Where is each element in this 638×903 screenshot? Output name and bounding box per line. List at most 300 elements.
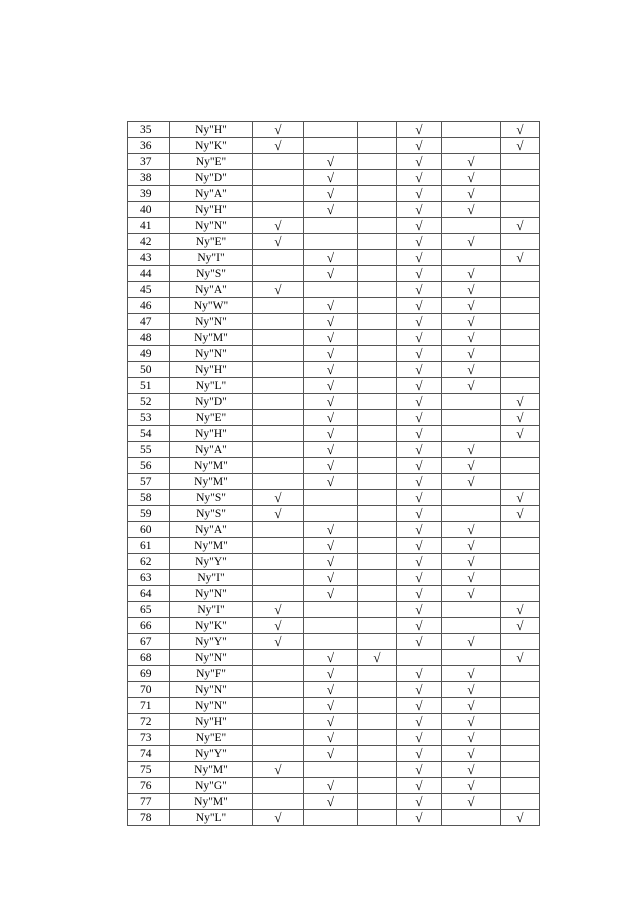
row-number: 59 bbox=[128, 506, 170, 522]
check-cell-6 bbox=[501, 538, 540, 554]
row-number: 62 bbox=[128, 554, 170, 570]
check-cell-6 bbox=[501, 234, 540, 250]
row-number: 50 bbox=[128, 362, 170, 378]
respondent-code: Ny"E" bbox=[170, 730, 253, 746]
check-cell-3 bbox=[358, 218, 397, 234]
check-cell-1: √ bbox=[253, 618, 304, 634]
check-cell-1 bbox=[253, 666, 304, 682]
check-cell-6 bbox=[501, 330, 540, 346]
table-row bbox=[128, 522, 540, 538]
check-cell-5: √ bbox=[442, 362, 501, 378]
check-cell-4: √ bbox=[397, 698, 442, 714]
check-cell-6 bbox=[501, 202, 540, 218]
table-row bbox=[128, 218, 540, 234]
check-cell-3 bbox=[358, 506, 397, 522]
row-number: 40 bbox=[128, 202, 170, 218]
check-cell-4: √ bbox=[397, 634, 442, 650]
check-cell-5: √ bbox=[442, 730, 501, 746]
check-cell-6: √ bbox=[501, 250, 540, 266]
check-cell-1 bbox=[253, 266, 304, 282]
row-number: 68 bbox=[128, 650, 170, 666]
check-cell-4: √ bbox=[397, 458, 442, 474]
check-cell-4: √ bbox=[397, 586, 442, 602]
table-row bbox=[128, 618, 540, 634]
respondent-code: Ny"H" bbox=[170, 202, 253, 218]
check-cell-2 bbox=[304, 634, 358, 650]
respondent-code: Ny"M" bbox=[170, 330, 253, 346]
check-cell-4: √ bbox=[397, 234, 442, 250]
check-cell-5: √ bbox=[442, 314, 501, 330]
check-cell-5: √ bbox=[442, 234, 501, 250]
row-number: 64 bbox=[128, 586, 170, 602]
check-cell-1: √ bbox=[253, 506, 304, 522]
check-cell-6 bbox=[501, 794, 540, 810]
check-cell-1 bbox=[253, 314, 304, 330]
row-number: 51 bbox=[128, 378, 170, 394]
check-cell-4: √ bbox=[397, 378, 442, 394]
check-cell-3 bbox=[358, 538, 397, 554]
check-cell-1 bbox=[253, 154, 304, 170]
check-cell-4: √ bbox=[397, 618, 442, 634]
check-cell-1 bbox=[253, 250, 304, 266]
respondent-code: Ny"K" bbox=[170, 618, 253, 634]
check-cell-3 bbox=[358, 330, 397, 346]
check-cell-6 bbox=[501, 282, 540, 298]
check-cell-1 bbox=[253, 778, 304, 794]
check-cell-5 bbox=[442, 810, 501, 826]
check-cell-4: √ bbox=[397, 554, 442, 570]
check-cell-2: √ bbox=[304, 442, 358, 458]
check-cell-3 bbox=[358, 378, 397, 394]
check-cell-4: √ bbox=[397, 122, 442, 138]
check-cell-5 bbox=[442, 250, 501, 266]
check-cell-5: √ bbox=[442, 778, 501, 794]
check-cell-6 bbox=[501, 554, 540, 570]
row-number: 63 bbox=[128, 570, 170, 586]
check-cell-6 bbox=[501, 458, 540, 474]
check-cell-2: √ bbox=[304, 554, 358, 570]
check-cell-4: √ bbox=[397, 186, 442, 202]
check-cell-3 bbox=[358, 362, 397, 378]
check-cell-4 bbox=[397, 650, 442, 666]
check-cell-4: √ bbox=[397, 250, 442, 266]
check-cell-3 bbox=[358, 394, 397, 410]
check-cell-3 bbox=[358, 570, 397, 586]
respondent-code: Ny"D" bbox=[170, 394, 253, 410]
check-cell-3 bbox=[358, 474, 397, 490]
check-cell-3 bbox=[358, 314, 397, 330]
check-cell-4: √ bbox=[397, 794, 442, 810]
check-cell-2 bbox=[304, 602, 358, 618]
respondent-code: Ny"H" bbox=[170, 122, 253, 138]
table-row bbox=[128, 122, 540, 138]
check-cell-4: √ bbox=[397, 490, 442, 506]
check-cell-4: √ bbox=[397, 426, 442, 442]
check-cell-2 bbox=[304, 490, 358, 506]
check-cell-2: √ bbox=[304, 330, 358, 346]
check-cell-2 bbox=[304, 122, 358, 138]
check-cell-4: √ bbox=[397, 362, 442, 378]
check-cell-5 bbox=[442, 490, 501, 506]
check-cell-6 bbox=[501, 266, 540, 282]
check-cell-1 bbox=[253, 330, 304, 346]
row-number: 60 bbox=[128, 522, 170, 538]
check-cell-4: √ bbox=[397, 570, 442, 586]
check-cell-3 bbox=[358, 682, 397, 698]
row-number: 45 bbox=[128, 282, 170, 298]
check-cell-3 bbox=[358, 618, 397, 634]
check-cell-5: √ bbox=[442, 186, 501, 202]
check-cell-6 bbox=[501, 314, 540, 330]
respondent-code: Ny"N" bbox=[170, 218, 253, 234]
row-number: 36 bbox=[128, 138, 170, 154]
check-cell-1: √ bbox=[253, 282, 304, 298]
table-row bbox=[128, 234, 540, 250]
respondent-code: Ny"S" bbox=[170, 266, 253, 282]
check-cell-2: √ bbox=[304, 586, 358, 602]
check-cell-4: √ bbox=[397, 202, 442, 218]
respondent-code: Ny"H" bbox=[170, 426, 253, 442]
check-cell-6: √ bbox=[501, 506, 540, 522]
check-cell-3 bbox=[358, 138, 397, 154]
check-cell-2 bbox=[304, 618, 358, 634]
table-row bbox=[128, 378, 540, 394]
check-cell-5: √ bbox=[442, 154, 501, 170]
check-cell-2: √ bbox=[304, 746, 358, 762]
table-row bbox=[128, 698, 540, 714]
check-cell-3 bbox=[358, 602, 397, 618]
check-cell-5: √ bbox=[442, 378, 501, 394]
check-cell-5 bbox=[442, 394, 501, 410]
respondent-code: Ny"N" bbox=[170, 314, 253, 330]
respondent-code: Ny"S" bbox=[170, 506, 253, 522]
check-cell-5: √ bbox=[442, 586, 501, 602]
check-cell-4: √ bbox=[397, 506, 442, 522]
check-cell-1: √ bbox=[253, 490, 304, 506]
check-cell-5: √ bbox=[442, 666, 501, 682]
check-cell-1 bbox=[253, 202, 304, 218]
check-cell-4: √ bbox=[397, 282, 442, 298]
check-cell-5: √ bbox=[442, 282, 501, 298]
row-number: 48 bbox=[128, 330, 170, 346]
check-cell-1 bbox=[253, 794, 304, 810]
check-cell-1 bbox=[253, 730, 304, 746]
check-cell-1 bbox=[253, 474, 304, 490]
row-number: 39 bbox=[128, 186, 170, 202]
check-cell-1 bbox=[253, 570, 304, 586]
check-cell-3 bbox=[358, 586, 397, 602]
respondent-code: Ny"A" bbox=[170, 442, 253, 458]
check-cell-2: √ bbox=[304, 186, 358, 202]
table-row bbox=[128, 538, 540, 554]
check-cell-6 bbox=[501, 474, 540, 490]
check-cell-6: √ bbox=[501, 394, 540, 410]
check-cell-4: √ bbox=[397, 666, 442, 682]
respondent-code: Ny"E" bbox=[170, 410, 253, 426]
respondent-code: Ny"K" bbox=[170, 138, 253, 154]
check-cell-4: √ bbox=[397, 730, 442, 746]
check-cell-1: √ bbox=[253, 810, 304, 826]
check-cell-5: √ bbox=[442, 538, 501, 554]
check-cell-5: √ bbox=[442, 554, 501, 570]
check-cell-1: √ bbox=[253, 122, 304, 138]
check-cell-2: √ bbox=[304, 778, 358, 794]
table-row bbox=[128, 282, 540, 298]
check-cell-2: √ bbox=[304, 538, 358, 554]
check-cell-2: √ bbox=[304, 298, 358, 314]
row-number: 65 bbox=[128, 602, 170, 618]
row-number: 41 bbox=[128, 218, 170, 234]
check-cell-5: √ bbox=[442, 794, 501, 810]
row-number: 54 bbox=[128, 426, 170, 442]
row-number: 75 bbox=[128, 762, 170, 778]
table-row bbox=[128, 442, 540, 458]
row-number: 67 bbox=[128, 634, 170, 650]
check-cell-1: √ bbox=[253, 234, 304, 250]
check-cell-3 bbox=[358, 698, 397, 714]
check-cell-5: √ bbox=[442, 202, 501, 218]
table-row bbox=[128, 298, 540, 314]
check-cell-5: √ bbox=[442, 442, 501, 458]
respondent-code: Ny"N" bbox=[170, 346, 253, 362]
check-cell-4: √ bbox=[397, 810, 442, 826]
respondent-code: Ny"A" bbox=[170, 282, 253, 298]
check-cell-1 bbox=[253, 378, 304, 394]
check-cell-1 bbox=[253, 554, 304, 570]
check-cell-3 bbox=[358, 666, 397, 682]
table-row bbox=[128, 810, 540, 826]
check-cell-4: √ bbox=[397, 298, 442, 314]
row-number: 73 bbox=[128, 730, 170, 746]
respondent-code: Ny"H" bbox=[170, 362, 253, 378]
respondent-code: Ny"Y" bbox=[170, 554, 253, 570]
row-number: 49 bbox=[128, 346, 170, 362]
row-number: 46 bbox=[128, 298, 170, 314]
respondent-code: Ny"A" bbox=[170, 522, 253, 538]
respondent-code: Ny"E" bbox=[170, 234, 253, 250]
check-cell-6 bbox=[501, 714, 540, 730]
table-row bbox=[128, 458, 540, 474]
table-row bbox=[128, 490, 540, 506]
check-cell-3 bbox=[358, 714, 397, 730]
respondent-code: Ny"N" bbox=[170, 650, 253, 666]
row-number: 52 bbox=[128, 394, 170, 410]
respondent-code: Ny"I" bbox=[170, 570, 253, 586]
table-row bbox=[128, 410, 540, 426]
check-cell-2: √ bbox=[304, 570, 358, 586]
check-cell-5 bbox=[442, 218, 501, 234]
check-cell-5: √ bbox=[442, 682, 501, 698]
row-number: 74 bbox=[128, 746, 170, 762]
check-cell-2: √ bbox=[304, 202, 358, 218]
table-row bbox=[128, 138, 540, 154]
check-cell-3 bbox=[358, 554, 397, 570]
table-row bbox=[128, 170, 540, 186]
check-cell-6 bbox=[501, 378, 540, 394]
row-number: 70 bbox=[128, 682, 170, 698]
check-cell-2: √ bbox=[304, 426, 358, 442]
check-cell-5: √ bbox=[442, 458, 501, 474]
check-cell-6 bbox=[501, 346, 540, 362]
check-cell-3: √ bbox=[358, 650, 397, 666]
check-cell-5: √ bbox=[442, 346, 501, 362]
row-number: 44 bbox=[128, 266, 170, 282]
check-cell-1: √ bbox=[253, 218, 304, 234]
table-row bbox=[128, 714, 540, 730]
check-cell-1 bbox=[253, 186, 304, 202]
check-cell-4: √ bbox=[397, 474, 442, 490]
check-cell-3 bbox=[358, 458, 397, 474]
respondent-code: Ny"D" bbox=[170, 170, 253, 186]
check-cell-6 bbox=[501, 522, 540, 538]
check-cell-1 bbox=[253, 298, 304, 314]
check-cell-1 bbox=[253, 362, 304, 378]
check-cell-5 bbox=[442, 410, 501, 426]
check-cell-4: √ bbox=[397, 266, 442, 282]
check-cell-5: √ bbox=[442, 762, 501, 778]
check-cell-6: √ bbox=[501, 122, 540, 138]
respondent-code: Ny"W" bbox=[170, 298, 253, 314]
check-cell-1 bbox=[253, 682, 304, 698]
check-cell-4: √ bbox=[397, 762, 442, 778]
check-cell-3 bbox=[358, 346, 397, 362]
table-row bbox=[128, 602, 540, 618]
table-body bbox=[128, 122, 540, 826]
table-row bbox=[128, 314, 540, 330]
check-cell-3 bbox=[358, 442, 397, 458]
check-cell-2: √ bbox=[304, 378, 358, 394]
table-row bbox=[128, 330, 540, 346]
check-cell-4: √ bbox=[397, 778, 442, 794]
respondent-code: Ny"N" bbox=[170, 682, 253, 698]
check-cell-1 bbox=[253, 714, 304, 730]
check-cell-6 bbox=[501, 634, 540, 650]
check-cell-4: √ bbox=[397, 522, 442, 538]
check-cell-3 bbox=[358, 778, 397, 794]
row-number: 55 bbox=[128, 442, 170, 458]
check-cell-2: √ bbox=[304, 458, 358, 474]
check-cell-3 bbox=[358, 298, 397, 314]
check-cell-6 bbox=[501, 154, 540, 170]
check-cell-6 bbox=[501, 762, 540, 778]
table-row bbox=[128, 474, 540, 490]
check-cell-4: √ bbox=[397, 154, 442, 170]
check-cell-6: √ bbox=[501, 410, 540, 426]
check-cell-4: √ bbox=[397, 218, 442, 234]
row-number: 61 bbox=[128, 538, 170, 554]
table-row bbox=[128, 634, 540, 650]
check-cell-5: √ bbox=[442, 330, 501, 346]
check-cell-2: √ bbox=[304, 714, 358, 730]
check-cell-4: √ bbox=[397, 714, 442, 730]
respondent-code: Ny"N" bbox=[170, 698, 253, 714]
check-cell-3 bbox=[358, 234, 397, 250]
check-cell-5 bbox=[442, 138, 501, 154]
check-cell-2: √ bbox=[304, 394, 358, 410]
check-cell-2 bbox=[304, 810, 358, 826]
check-cell-5: √ bbox=[442, 474, 501, 490]
check-cell-6: √ bbox=[501, 138, 540, 154]
check-cell-4: √ bbox=[397, 442, 442, 458]
check-cell-4: √ bbox=[397, 346, 442, 362]
row-number: 42 bbox=[128, 234, 170, 250]
check-cell-2: √ bbox=[304, 698, 358, 714]
respondent-code: Ny"M" bbox=[170, 762, 253, 778]
check-cell-6 bbox=[501, 298, 540, 314]
check-cell-3 bbox=[358, 154, 397, 170]
check-cell-3 bbox=[358, 794, 397, 810]
check-cell-3 bbox=[358, 186, 397, 202]
check-cell-5: √ bbox=[442, 266, 501, 282]
table-row bbox=[128, 746, 540, 762]
table-row bbox=[128, 250, 540, 266]
table-row bbox=[128, 346, 540, 362]
check-cell-1: √ bbox=[253, 602, 304, 618]
check-cell-4: √ bbox=[397, 602, 442, 618]
check-cell-1 bbox=[253, 442, 304, 458]
check-cell-2: √ bbox=[304, 170, 358, 186]
check-cell-5: √ bbox=[442, 714, 501, 730]
check-cell-1 bbox=[253, 170, 304, 186]
check-cell-5 bbox=[442, 122, 501, 138]
check-cell-4: √ bbox=[397, 410, 442, 426]
check-cell-1 bbox=[253, 346, 304, 362]
table-row bbox=[128, 794, 540, 810]
check-cell-2: √ bbox=[304, 362, 358, 378]
row-number: 53 bbox=[128, 410, 170, 426]
check-cell-2: √ bbox=[304, 666, 358, 682]
check-cell-3 bbox=[358, 202, 397, 218]
check-cell-1 bbox=[253, 522, 304, 538]
table-row bbox=[128, 202, 540, 218]
check-cell-6 bbox=[501, 170, 540, 186]
check-cell-1 bbox=[253, 458, 304, 474]
row-number: 37 bbox=[128, 154, 170, 170]
check-cell-3 bbox=[358, 522, 397, 538]
check-cell-3 bbox=[358, 266, 397, 282]
table-row bbox=[128, 362, 540, 378]
check-cell-3 bbox=[358, 762, 397, 778]
respondent-code: Ny"L" bbox=[170, 810, 253, 826]
table-row bbox=[128, 650, 540, 666]
check-cell-2: √ bbox=[304, 522, 358, 538]
check-cell-5: √ bbox=[442, 522, 501, 538]
check-cell-6 bbox=[501, 186, 540, 202]
respondent-code: Ny"A" bbox=[170, 186, 253, 202]
respondent-code: Ny"I" bbox=[170, 250, 253, 266]
check-cell-6 bbox=[501, 362, 540, 378]
check-cell-4: √ bbox=[397, 138, 442, 154]
check-cell-6: √ bbox=[501, 490, 540, 506]
check-cell-1 bbox=[253, 698, 304, 714]
respondent-code: Ny"N" bbox=[170, 586, 253, 602]
check-cell-4: √ bbox=[397, 682, 442, 698]
check-cell-6: √ bbox=[501, 426, 540, 442]
check-cell-2: √ bbox=[304, 650, 358, 666]
respondent-code: Ny"Y" bbox=[170, 634, 253, 650]
respondent-code: Ny"S" bbox=[170, 490, 253, 506]
respondent-code: Ny"M" bbox=[170, 538, 253, 554]
respondent-code: Ny"G" bbox=[170, 778, 253, 794]
row-number: 76 bbox=[128, 778, 170, 794]
row-number: 56 bbox=[128, 458, 170, 474]
respondent-code: Ny"M" bbox=[170, 474, 253, 490]
respondent-code: Ny"E" bbox=[170, 154, 253, 170]
check-cell-6 bbox=[501, 778, 540, 794]
table-row bbox=[128, 666, 540, 682]
check-cell-2: √ bbox=[304, 474, 358, 490]
row-number: 71 bbox=[128, 698, 170, 714]
